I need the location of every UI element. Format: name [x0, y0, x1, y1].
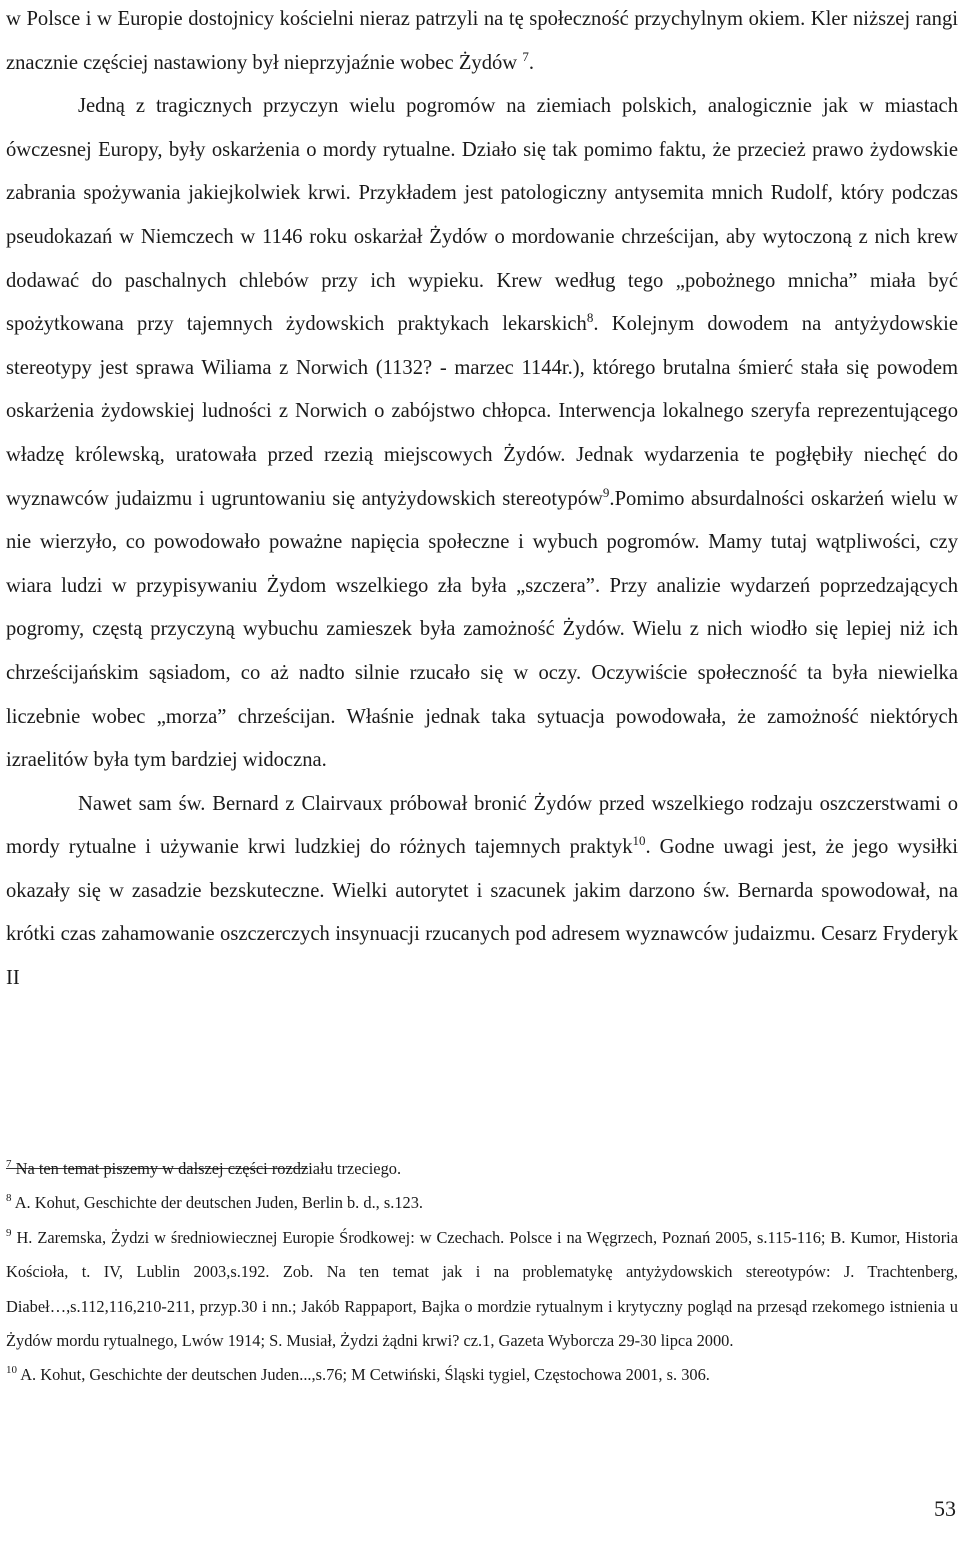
footnote-ref-10[interactable]: 10: [632, 833, 646, 849]
page-number: 53: [934, 1496, 956, 1521]
footnote-7: [6, 1152, 958, 1186]
footnote-text: Na ten temat piszemy w dalszej części rozdziału trzeciego.: [15, 1159, 402, 1178]
footnote-10: [6, 1358, 958, 1392]
footnote-ref-8[interactable]: 8: [586, 310, 594, 326]
footnote-text: A. Kohut, Geschichte der deutschen Juden, Berlin b. d., s.123.: [14, 1193, 424, 1213]
paragraph-2-text-c: .Pomimo absurdalności oskarżeń wielu w nie wierzyło, co powodowało poważne napięcia społeczne i wybuch pogromów. Mamy tutaj wątpliwości, czy wiara ludzi w przypisywaniu Żydom wszelkiego zła była „szczera”. Przy analizie wydarzeń poprzedzających pogromy, częstą przyczyną wybuchu zamieszek była zamożność Żydów. Wielu z nich wiodło się lepiej niż ich chrześcijańskim sąsiadom, co aż nadto silnie rzucało się w oczy. Oczywiście społeczność ta była niewielka liczebnie wobec „morza” chrześcijan. Właśnie jednak taka sytuacja powodowała, że zamożność niektórych izraelitów była tym bardziej widoczna.: [6, 487, 959, 772]
footnote-number: 8: [6, 1192, 12, 1205]
paragraph-3-text-b: . Godne uwagi jest, że jego wysiłki okazały się w zasadzie bezskuteczne. Wielki autorytet i szacunek jakim darzono św. Bernarda spowodował, na krótki czas zahamowanie oszczerczych insynuacji rzucanych pod adresem wyznawców judaizmu. Cesarz Fryderyk II: [6, 836, 958, 990]
paragraph-2: [6, 85, 958, 783]
footnote-ref-9[interactable]: 9: [602, 484, 610, 500]
footnote-ref-7[interactable]: 7: [522, 48, 529, 64]
paragraph-2-text-a: Jedną z tragicznych przyczyn wielu pogromów na ziemiach polskich, analogicznie jak w miastach ówczesnej Europy, były oskarżenia o mordy rytualne. Działo się tak pomimo faktu, że przecież prawo żydowskie zabrania spożywania jakiejkolwiek krwi. Przykładem jest patologiczny antysemita mnich Rudolf, który podczas pseudokazań w Niemczech w 1146 roku oskarżał Żydów o mordowanie chrześcijan, aby wytoczoną z nich krew dodawać do paschalnych chlebów przy ich wypieku. Krew według tego „pobożnego mnicha” miała być spożytkowana przy tajemnych żydowskich praktykach lekarskich: [6, 95, 958, 336]
paragraph-3-text-a: Nawet sam św. Bernard z Clairvaux próbował bronić Żydów przed wszelkiego rodzaju oszczerstwami o mordy rytualne i używanie krwi ludzkiej do różnych tajemnych praktyk: [6, 792, 958, 859]
paragraph-1-end: .: [528, 51, 534, 74]
footnote-number: 7: [6, 1158, 12, 1170]
paragraph-1: [6, 0, 958, 85]
paragraph-2-text-b: . Kolejnym dowodem na antyżydowskie stereotypy jest sprawa Wiliama z Norwich (1132? - marzec 1144r.), którego brutalna śmierć stała się powodem oskarżenia żydowskiej ludności z Norwich o zabójstwo chłopca. Interwencja lokalnego szeryfa reprezentującego władzę królewską, uratowała przed rzezią miejscowych Żydów. Jednak wydarzenia te pogłębiły niechęć do wyznawców judaizmu i ugruntowaniu się antyżydowskich stereotypów: [6, 313, 959, 510]
footnote-number: 9: [6, 1226, 12, 1239]
paragraph-1-text: w Polsce i w Europie dostojnicy kościelni nieraz patrzyli na tę społeczność przychylnym okiem. Kler niższej rangi znacznie częściej nastawiony był nieprzyjaźnie wobec Żydów: [6, 8, 958, 74]
main-text: [6, 0, 958, 1001]
footnote-8: [6, 1186, 958, 1220]
footnote-text: H. Zaremska, Żydzi w średniowiecznej Europie Środkowej: w Czechach. Polsce i na Węgrzech, Poznań 2005, s.115-116; B. Kumor, Historia Kościoła, t. IV, Lublin 2003,s.192. Zob. Na ten temat jak i na problematykę antyżydowskich stereotypów: J. Trachtenberg, Diabeł…,s.112,116,210-211, przyp.30 i nn.; Jakób Rappaport, Bajka o mordzie rytualnym i krytyczny pogląd na przesąd rzekomego istnienia u Żydów mordu rytualnego, Lwów 1914; S. Musiał, Żydzi żądni krwi? cz.1, Gazeta Wyborcza 29-30 lipca 2000.: [6, 1227, 958, 1351]
footnote-number: 10: [6, 1364, 17, 1377]
footnotes: [6, 1152, 958, 1393]
footnote-9: [6, 1221, 958, 1359]
paragraph-3: [6, 783, 958, 1001]
footnote-text: A. Kohut, Geschichte der deutschen Juden...,s.76; M Cetwiński, Śląski tygiel, Częstochowa 2001, s. 306.: [20, 1365, 710, 1385]
